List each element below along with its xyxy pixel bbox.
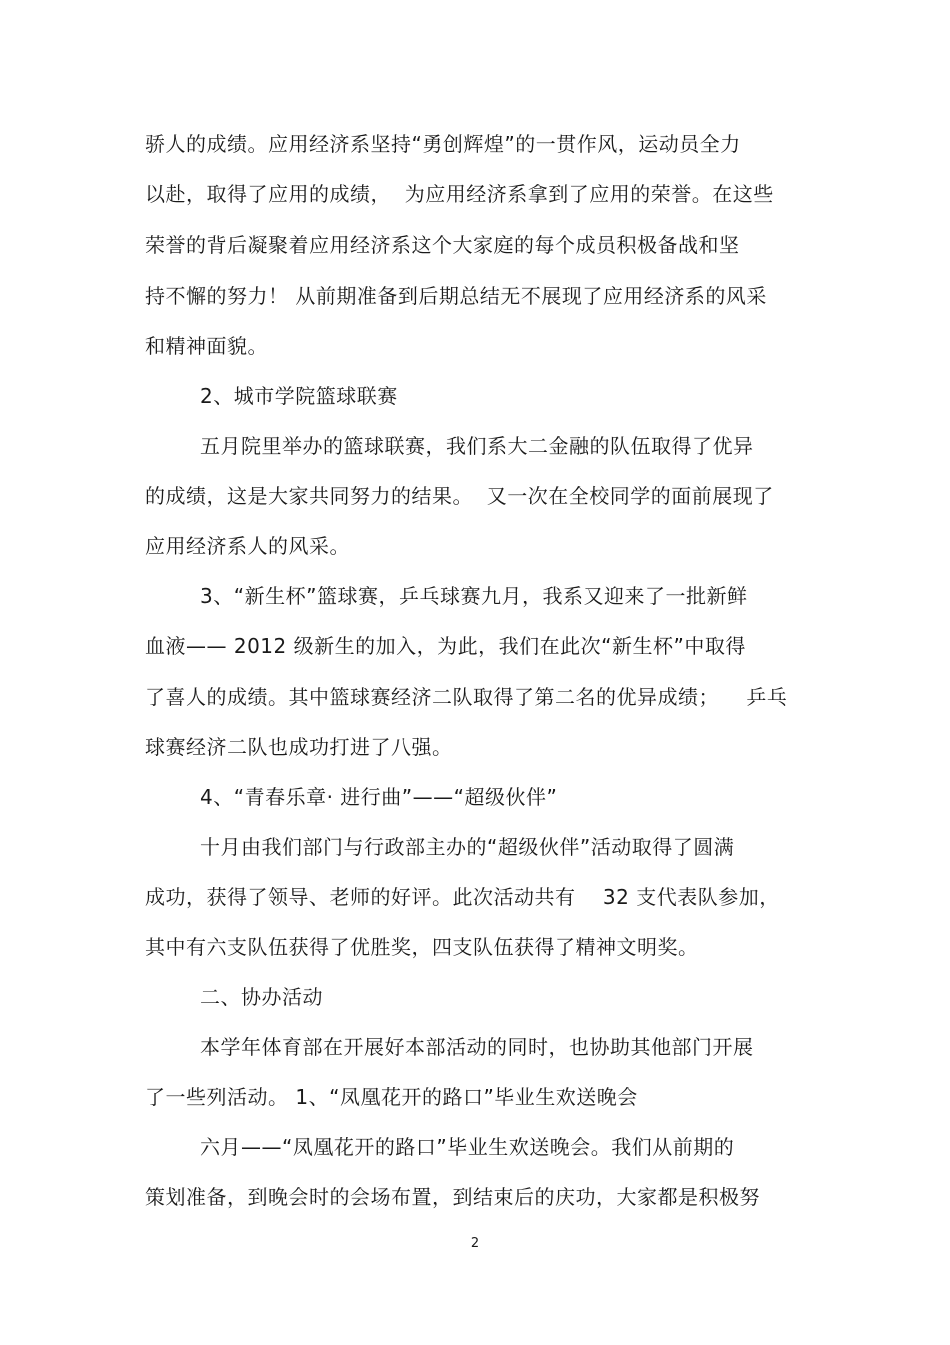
text-line: 五月院里举办的篮球联赛，我们系大二金融的队伍取得了优异 <box>200 434 754 458</box>
page-number: 2 <box>470 1236 480 1251</box>
text-line: 荣誉的背后凝聚着应用经济系这个大家庭的每个成员积极备战和坚 <box>145 233 740 257</box>
text-line: 十月由我们部门与行政部主办的“超级伙伴”活动取得了圆满 <box>200 835 735 859</box>
text-line: 3、“新生杯”篮球赛，乒乓球赛九月，我系又迎来了一批新鲜 <box>200 584 748 608</box>
text-line: 策划准备，到晚会时的会场布置，到结束后的庆功，大家都是积极努 <box>145 1185 760 1209</box>
text-line: 持不懈的努力！ 从前期准备到后期总结无不展现了应用经济系的风采 <box>145 284 767 308</box>
text-line: 应用经济系人的风采。 <box>145 534 350 558</box>
text-line: 成功，获得了领导、老师的好评。此次活动共有 32 支代表队参加， <box>145 885 780 909</box>
text-line: 六月——“凤凰花开的路口”毕业生欢送晚会。我们从前期的 <box>200 1135 735 1159</box>
section-heading: 2、城市学院篮球联赛 <box>200 384 398 408</box>
text-line: 以赴，取得了应用的成绩， 为应用经济系拿到了应用的荣誉。在这些 <box>145 182 774 206</box>
section-heading: 4、“青春乐章· 进行曲”——“超级伙伴” <box>200 785 558 809</box>
text-line: 了一些列活动。 1、“凤凰花开的路口”毕业生欢送晚会 <box>145 1085 638 1109</box>
section-heading: 二、协办活动 <box>200 985 323 1009</box>
text-line: 血液—— 2012 级新生的加入，为此，我们在此次“新生杯”中取得 <box>145 634 746 658</box>
text-line: 球赛经济二队也成功打进了八强。 <box>145 735 453 759</box>
text-line: 和精神面貌。 <box>145 334 268 358</box>
text-line: 了喜人的成绩。其中篮球赛经济二队取得了第二名的优异成绩； 乒乓 <box>145 685 788 709</box>
text-line: 骄人的成绩。应用经济系坚持“勇创辉煌”的一贯作风，运动员全力 <box>145 132 741 156</box>
text-line: 本学年体育部在开展好本部活动的同时，也协助其他部门开展 <box>200 1035 754 1059</box>
text-line: 的成绩，这是大家共同努力的结果。 又一次在全校同学的面前展现了 <box>145 484 774 508</box>
text-line: 其中有六支队伍获得了优胜奖，四支队伍获得了精神文明奖。 <box>145 935 699 959</box>
